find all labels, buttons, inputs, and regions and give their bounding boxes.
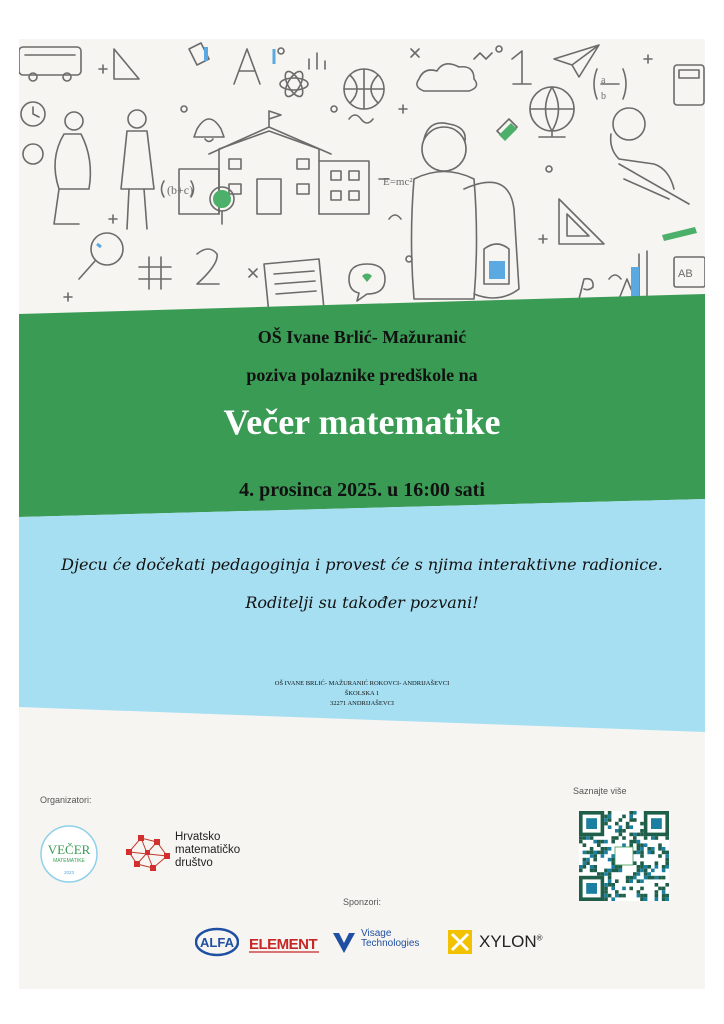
svg-text:a: a	[601, 75, 606, 86]
vecer-logo-sub: MATEMATIKE	[53, 858, 85, 864]
address-line-2: ŠKOLSKA 1	[344, 690, 380, 697]
qr-code[interactable]	[579, 811, 669, 901]
sponsors-label: Sponzori:	[342, 897, 382, 907]
description-line-2: Roditelji su također pozvani!	[245, 593, 479, 612]
svg-text:(b+c): (b+c)	[167, 183, 194, 197]
svg-text:E=mc²: E=mc²	[383, 176, 413, 188]
xylon-name: XYLON	[479, 932, 537, 951]
xylon-logo-text	[479, 932, 543, 952]
hmd-line-1: Hrvatsko	[175, 831, 221, 843]
visage-logo-icon	[331, 927, 357, 957]
address-line-3: 32271 ANDRIJAŠEVCI	[329, 700, 395, 707]
element-logo-text: ELEMENT	[249, 936, 318, 953]
invite-text: poziva polaznike predškole na	[246, 365, 478, 385]
description-line-1: Djecu će dočekati pedagoginja i provest će s njima interaktivne radionice.	[61, 555, 663, 574]
svg-text:b: b	[601, 91, 606, 102]
hmd-logo-text	[175, 831, 240, 870]
event-title: Večer matematike	[223, 402, 501, 442]
vecer-logo-main: VEČER	[47, 842, 91, 857]
alfa-logo-text: ALFA	[200, 935, 234, 950]
visage-line-2: Technologies	[361, 938, 420, 949]
vecer-logo-year: 2023	[63, 870, 75, 875]
learn-more-label: Saznajte više	[573, 786, 627, 796]
vecer-matematike-logo	[39, 824, 99, 884]
svg-text:AB: AB	[678, 268, 693, 280]
visage-line-1: Visage	[361, 928, 392, 939]
event-datetime: 4. prosinca 2025. u 16:00 sati	[239, 479, 485, 501]
hmd-network-icon	[123, 832, 171, 874]
hmd-line-3: društvo	[175, 857, 213, 869]
school-name: OŠ Ivane Brlić- Mažuranić	[257, 327, 467, 347]
xylon-registered-mark: ®	[536, 933, 543, 943]
address-line-1: OŠ IVANE BRLIĆ- MAŽURANIĆ ROKOVCI- ANDRIJAŠEVCI	[274, 680, 450, 687]
alfa-logo	[195, 927, 239, 957]
hmd-line-2: matematičko	[175, 844, 241, 856]
element-logo	[247, 927, 321, 957]
xylon-logo-icon	[447, 927, 473, 957]
organizers-label: Organizatori:	[40, 795, 92, 805]
poster	[19, 39, 705, 989]
visage-logo-text	[361, 929, 419, 949]
